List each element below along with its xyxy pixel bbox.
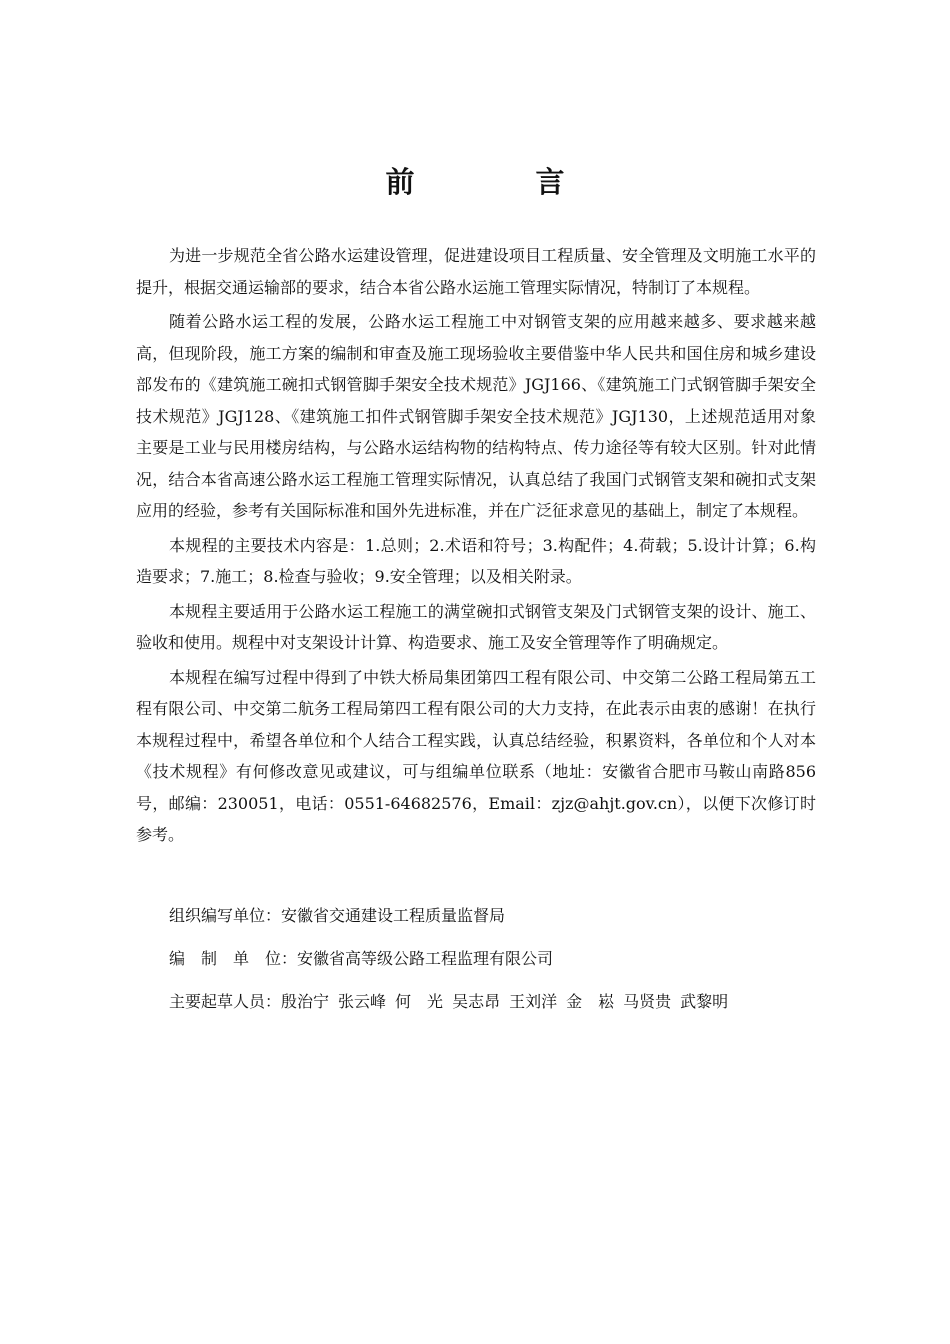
drafter-name: 吴志昂 [452, 992, 501, 1011]
drafter-name: 金 崧 [566, 992, 615, 1011]
drafter-name: 马贤贵 [623, 992, 672, 1011]
organizer-line [169, 903, 829, 946]
paragraph: 随着公路水运工程的发展，公路水运工程施工中对钢管支架的应用越来越多、要求越来越高，但现阶段，施工方案的编制和审查及施工现场验收主要借鉴中华人民共和国住房和城乡建设部发布的《建筑施工碗扣式钢管脚手架安全技术规范》JGJ166、《建筑施工门式钢管脚手架安全技术规范》JGJ128、《建筑施工扣件式钢管脚手架安全技术规范》JGJ130，上述规范适用对象主要是工业与民用楼房结构，与公路水运结构物的结构特点、传力途径等有较大区别。针对此情况，结合本省高速公路水运工程施工管理实际情况，认真总结了我国门式钢管支架和碗扣式支架应用的经验，参考有关国际标准和国外先进标准，并在广泛征求意见的基础上，制定了本规程。 [136, 312, 816, 520]
compiler-label: 编 制 单 位： [169, 949, 298, 968]
drafters-line [169, 989, 829, 1032]
paragraph: 本规程的主要技术内容是：1.总则；2.术语和符号；3.构配件；4.荷载；5.设计计算；6.构造要求；7.施工；8.检查与验收；9.安全管理；以及相关附录。 [136, 535, 816, 586]
drafter-name: 殷治宁 [281, 992, 330, 1011]
drafters-label: 主要起草人员： [169, 992, 282, 1011]
drafter-name: 何 光 [395, 992, 444, 1011]
paragraph: 本规程在编写过程中得到了中铁大桥局集团第四工程有限公司、中交第二公路工程局第五工程有限公司、中交第二航务工程局第四工程有限公司的大力支持，在此表示由衷的感谢！在执行本规程过程中，希望各单位和个人结合工程实践，认真总结经验，积累资料，各单位和个人对本《技术规程》有何修改意见或建议，可与组编单位联系（地址：安徽省合肥市马鞍山南路856号，邮编：230051，电话：0551-64682576，Email：zjz@ahjt.gov.cn），以便下次修订时参考。 [136, 667, 816, 844]
page-title: 前 言 [385, 165, 611, 199]
compiler-line [169, 946, 829, 989]
organizer-label: 组织编写单位： [169, 906, 282, 925]
paragraph: 本规程主要适用于公路水运工程施工的满堂碗扣式钢管支架及门式钢管支架的设计、施工、验收和使用。规程中对支架设计计算、构造要求、施工及安全管理等作了明确规定。 [136, 601, 816, 652]
compiler-name: 安徽省高等级公路工程监理有限公司 [297, 949, 554, 968]
paragraph: 为进一步规范全省公路水运建设管理，促进建设项目工程质量、安全管理及文明施工水平的提升，根据交通运输部的要求，结合本省公路水运施工管理实际情况，特制订了本规程。 [136, 246, 816, 297]
credits-block [169, 903, 829, 1032]
drafter-name: 武黎明 [680, 992, 729, 1011]
drafter-name: 王刘洋 [509, 992, 558, 1011]
drafter-name: 张云峰 [338, 992, 387, 1011]
organizer-name: 安徽省交通建设工程质量监督局 [281, 906, 506, 925]
preface-body [136, 240, 816, 854]
